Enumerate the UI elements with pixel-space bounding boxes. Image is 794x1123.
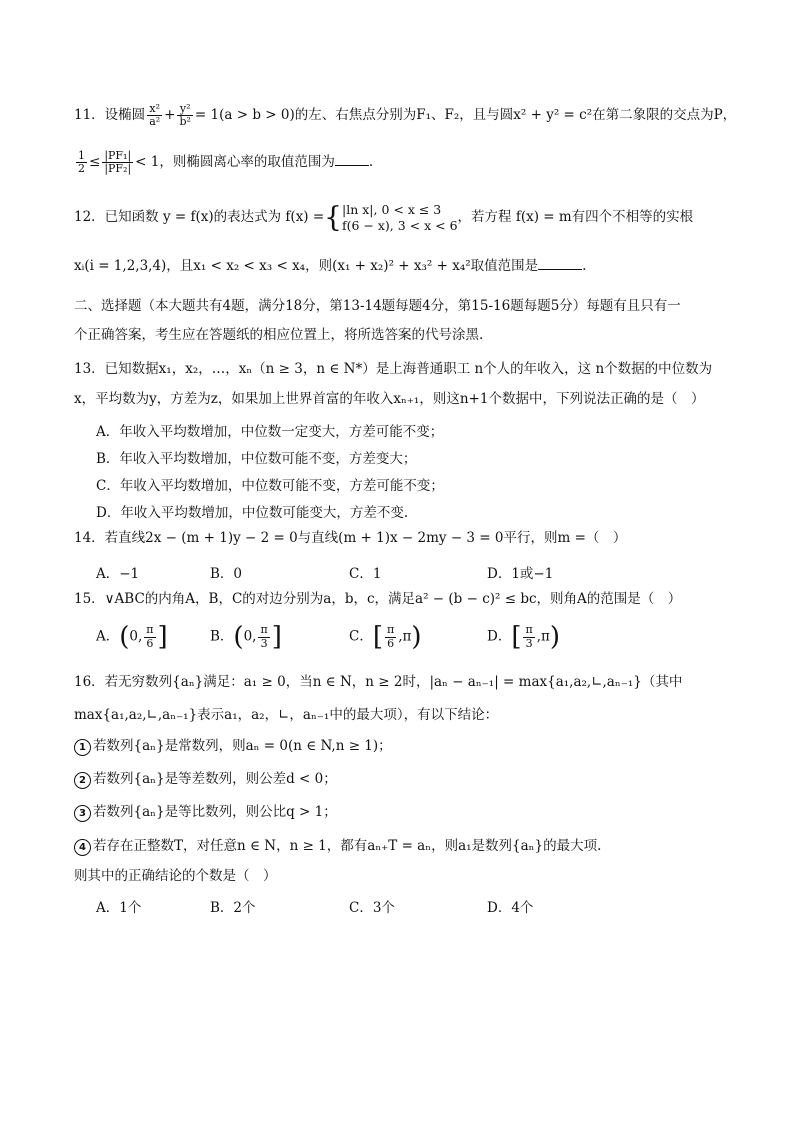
- circled-number-icon: 2: [74, 772, 91, 789]
- q16-option-d[interactable]: D．4个: [487, 900, 534, 916]
- q14-option-c[interactable]: C．1: [349, 566, 382, 582]
- q13-option-b[interactable]: B．年收入平均数增加，中位数可能不变，方差变大；: [96, 451, 417, 467]
- section2-line2: 个正确答案，考生应在答题纸的相应位置上，将所选答案的代号涂黑.: [74, 327, 484, 343]
- q16-conclusion-1: 1 若数列{aₙ}是常数列，则aₙ = 0(n ∈ N,n ≥ 1)；: [74, 738, 392, 756]
- q12-line1: 12．已知函数 y = f(x)的表达式为 f(x) ={ |ln x|, 0 < x ≤ 3 f(6 − x), 3 < x < 6 ，若方程 f(x) = m有四个不相等的实根: [74, 200, 694, 234]
- q11-line1: 11．设椭圆 $\frac{\text{x²}}{\text{a²}}$ + $\frac{\text{y²}}{\text{b²}}$ = 1(a > b > 0)的左、右焦点分别为F₁、F₂，且与圆x² + y² = c²在第二象限的交点为P，: [74, 102, 737, 129]
- q14-option-a[interactable]: A．−1: [96, 566, 140, 582]
- q15-option-a[interactable]: A．(0, $\frac{\pi}{6}$ ]: [96, 622, 168, 652]
- q11-frac-y: $\frac{\text{y²}}{\text{b²}}$: [179, 102, 191, 129]
- circled-number-icon: 3: [74, 805, 91, 822]
- q16-question: 则其中的正确结论的个数是（ ）: [74, 868, 277, 884]
- q16-option-c[interactable]: C．3个: [349, 900, 395, 916]
- q11-frac-half: $\frac{1}{2}$: [78, 149, 85, 176]
- q13-option-a[interactable]: A．年收入平均数增加，中位数一定变大，方差可能不变；: [96, 424, 444, 440]
- q14-option-d[interactable]: D．1或−1: [487, 566, 554, 582]
- q12-line2: xᵢ(i = 1,2,3,4)，且x₁ < x₂ < x₃ < x₄，则(x₁ + x₂)² + x₃² + x₄²取值范围是 .: [74, 258, 587, 274]
- q15-option-b[interactable]: B．(0, $\frac{\pi}{3}$ ]: [210, 622, 282, 652]
- q15-option-d[interactable]: D．[ $\frac{\pi}{3}$ ,π): [487, 622, 561, 652]
- q15-option-c[interactable]: C．[ $\frac{\pi}{6}$ ,π): [349, 622, 422, 652]
- q11-answer-blank[interactable]: [335, 155, 369, 166]
- q13-option-d[interactable]: D．年收入平均数增加，中位数可能变大，方差不变.: [96, 505, 409, 521]
- q12-cases: |ln x|, 0 < x ≤ 3 f(6 − x), 3 < x < 6: [342, 202, 458, 233]
- q12-brace: {: [324, 200, 342, 234]
- q16-conclusion-2: 2 若数列{aₙ}是等差数列，则公差d < 0；: [74, 771, 337, 789]
- q11-line2: $\frac{1}{2}$ ≤ $\frac{\text{|PF₁|}}{\text{|PF₂|}}$ < 1，则椭圆离心率的取值范围为 .: [78, 149, 374, 176]
- q16-line1: 16．若无穷数列{aₙ}满足：a₁ ≥ 0，当n ∈ N，n ≥ 2时，|aₙ − aₙ₋₁| = max{a₁,a₂,∟,aₙ₋₁}（其中: [74, 674, 683, 690]
- q16-conclusion-4: 4 若存在正整数T，对任意n ∈ N，n ≥ 1，都有aₙ₊T = aₙ，则a₁是数列{aₙ}的最大项.: [74, 838, 601, 856]
- q13-option-c[interactable]: C．年收入平均数增加，中位数可能不变，方差可能不变；: [96, 478, 444, 494]
- q11-frac-x: $\frac{\text{x²}}{\text{a²}}$: [149, 102, 161, 129]
- q13-line2: x，平均数为y，方差为z，如果加上世界首富的年收入xₙ₊₁，则这n+1个数据中，下列说法正确的是（ ）: [74, 391, 705, 407]
- q11-frac-pf: $\frac{\text{|PF₁|}}{\text{|PF₂|}}$: [104, 149, 132, 176]
- section2-line1: 二、选择题（本大题共有4题，满分18分，第13-14题每题4分，第15-16题每题5分）每题有且只有一: [74, 298, 681, 314]
- q16-option-a[interactable]: A．1个: [96, 900, 142, 916]
- q16-line2: max{a₁,a₂,∟,aₙ₋₁}表示a₁，a₂，∟，aₙ₋₁中的最大项），有以下结论：: [74, 707, 499, 723]
- q16-option-b[interactable]: B．2个: [210, 900, 256, 916]
- q15-line1: 15．∨ABC的内角A，B，C的对边分别为a，b，c，满足a² − (b − c)² ≤ bc，则角A的范围是（ ）: [74, 591, 682, 607]
- circled-number-icon: 4: [74, 839, 91, 856]
- circled-number-icon: 1: [74, 739, 91, 756]
- q13-line1: 13．已知数据x₁，x₂，…，xₙ（n ≥ 3，n ∈ N*）是上海普通职工 n个人的年收入，这 n个数据的中位数为: [74, 361, 713, 377]
- q16-conclusion-3: 3 若数列{aₙ}是等比数列，则公比q > 1；: [74, 804, 337, 822]
- q11-prefix: 11．设椭圆: [74, 107, 146, 124]
- q14-line1: 14．若直线2x − (m + 1)y − 2 = 0与直线(m + 1)x − 2my − 3 = 0平行，则m =（ ）: [74, 530, 627, 546]
- q12-answer-blank[interactable]: [538, 259, 582, 270]
- q14-option-b[interactable]: B．0: [210, 566, 243, 582]
